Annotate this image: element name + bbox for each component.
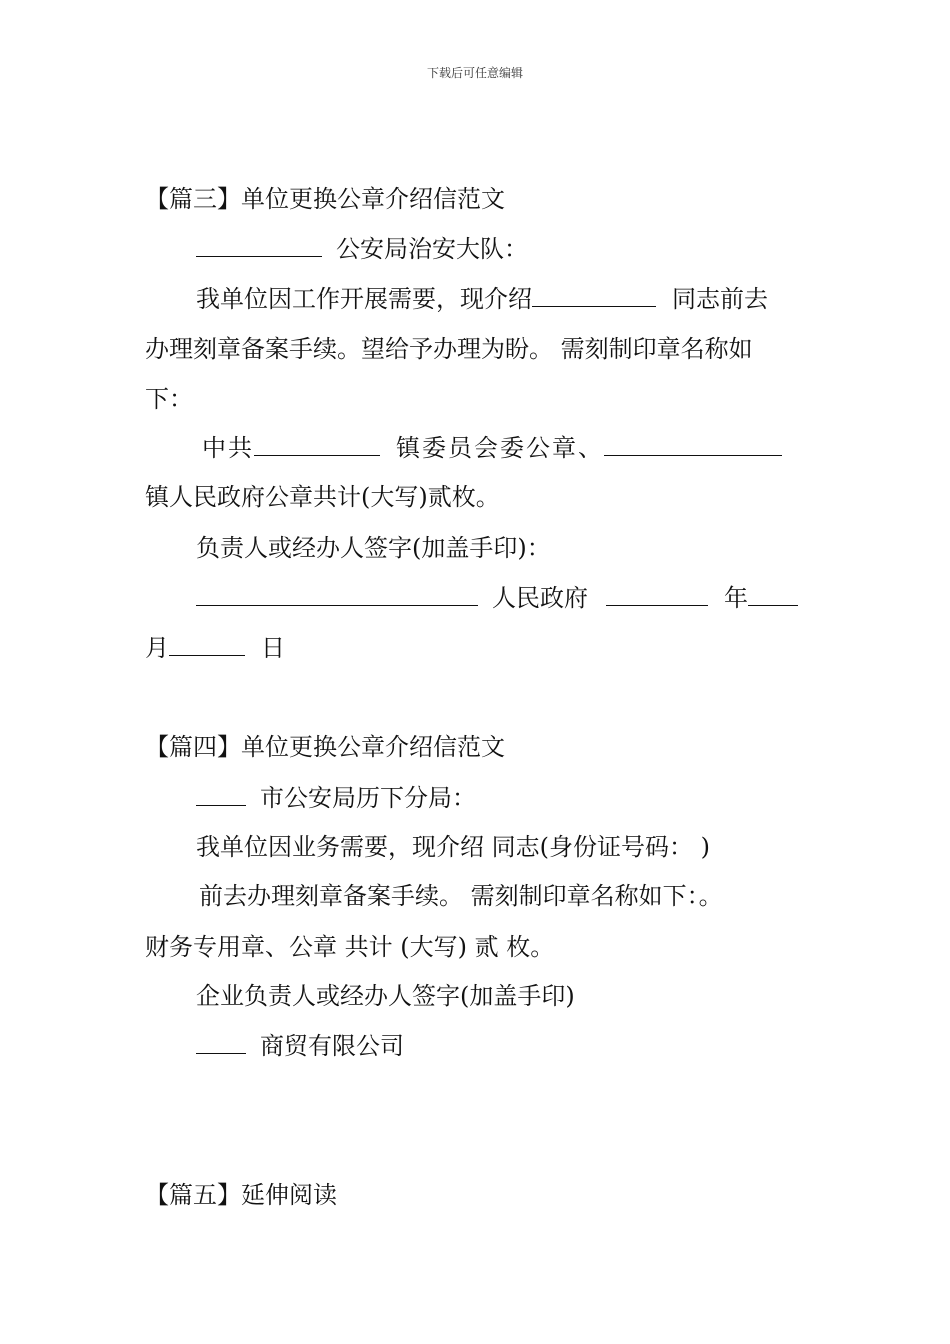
body-line-1-pian3 <box>196 284 768 314</box>
blank-gov-name <box>196 583 478 606</box>
addressee-line-pian4 <box>196 783 476 813</box>
addressee-pian3: 公安局治安大队： <box>336 235 528 263</box>
company-line-pian4 <box>196 1031 404 1061</box>
gov-date-line-pian3 <box>196 583 798 613</box>
blank-company <box>196 1031 246 1054</box>
blank-year <box>606 583 708 606</box>
addressee-pian4: 市公安局历下分局： <box>260 784 476 812</box>
blank-city <box>196 783 246 806</box>
blank-day <box>169 633 245 656</box>
blank-town-name-2 <box>604 433 782 456</box>
sign-line-pian3: 负责人或经办人签字(加盖手印)： <box>196 534 551 562</box>
section-title-pian3: 【篇三】单位更换公章介绍信范文 <box>145 185 505 213</box>
body-text-1a: 我单位因工作开展需要，现介绍 <box>196 285 532 313</box>
seal-line-pian3 <box>202 433 782 463</box>
gov-text: 人民政府 <box>492 584 588 612</box>
day-text: 日 <box>261 634 285 662</box>
blank-month-part <box>748 583 798 606</box>
blank-town-name <box>254 433 380 456</box>
seal-text-a: 中共 <box>202 434 254 462</box>
seal-text-b: 镇委员会委公章、 <box>396 434 604 462</box>
month-day-line-pian3 <box>145 633 285 663</box>
month-text: 月 <box>145 634 169 662</box>
company-text: 商贸有限公司 <box>260 1032 404 1060</box>
body-line-2-pian3: 办理刻章备案手续。望给予办理为盼。 需刻制印章名称如 <box>145 335 753 363</box>
addressee-line-pian3 <box>196 234 528 264</box>
body-text-1b: 同志前去 <box>672 285 768 313</box>
sign-line-pian4: 企业负责人或经办人签字(加盖手印) <box>196 982 575 1010</box>
section-title-pian4: 【篇四】单位更换公章介绍信范文 <box>145 733 505 761</box>
body-line-3-pian3: 下： <box>145 385 193 413</box>
page-header-note: 下载后可任意编辑 <box>426 66 523 80</box>
section-title-pian5: 【篇五】延伸阅读 <box>145 1181 337 1209</box>
blank-person-name <box>532 284 656 307</box>
blank-unit-name <box>196 234 322 257</box>
body-line-2-pian4: 前去办理刻章备案手续。 需刻制印章名称如下：。 <box>199 882 723 910</box>
body-line-1-pian4: 我单位因业务需要，现介绍 同志(身份证号码： ) <box>196 833 710 861</box>
body-line-3-pian4: 财务专用章、公章 共计 (大写) 贰 枚。 <box>145 933 555 961</box>
seal-line-2-pian3: 镇人民政府公章共计(大写)贰枚。 <box>145 483 500 511</box>
year-text: 年 <box>724 584 748 612</box>
